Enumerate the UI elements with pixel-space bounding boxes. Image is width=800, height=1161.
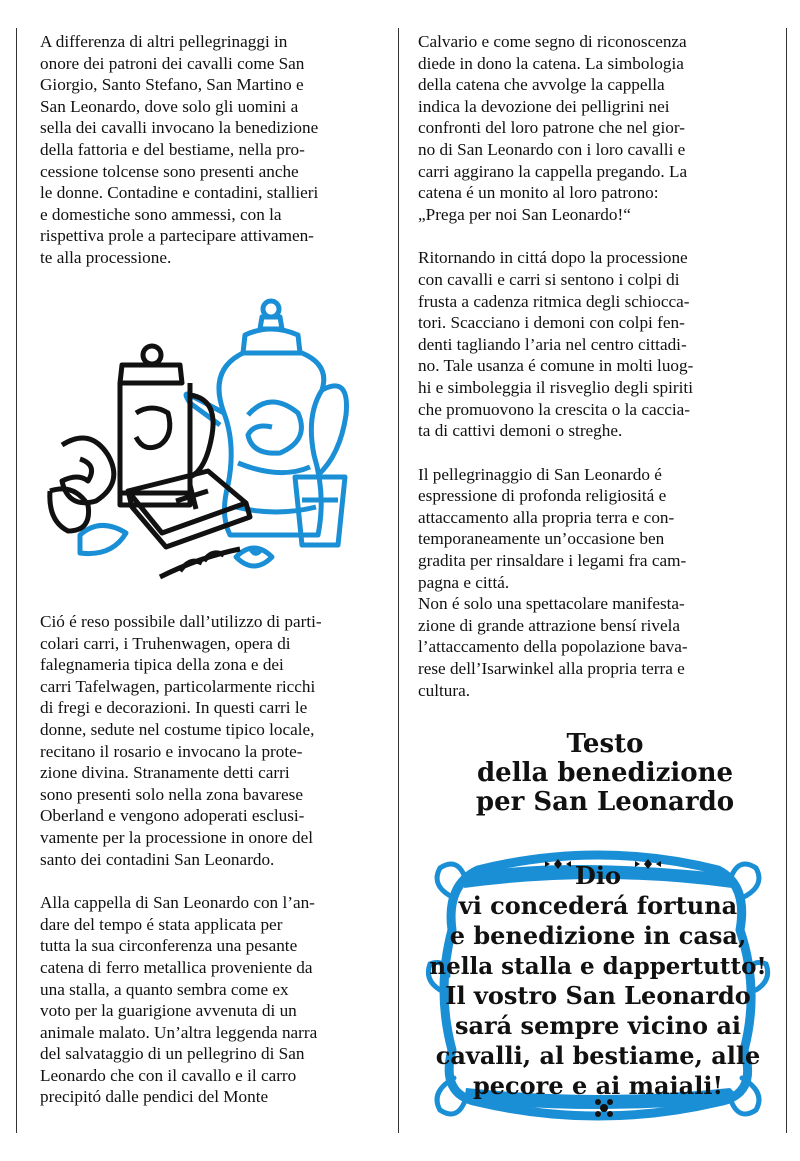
- prayer-line: Il vostro San Leonardo: [445, 981, 751, 1010]
- prayer-line: Dio: [575, 861, 621, 890]
- prayer-line: nella stalla e dappertutto!: [429, 953, 767, 980]
- paragraph: Calvario e come segno di riconoscenza diede in dono la catena. La simbologia della catena che avvolge la cappella indica la devozione dei pelligrini nei confronti del loro patrone che nel gior- no di San Leonardo con i loro cavalli e carri aggirano la cappella pregando. La catena é un monito al loro patrono: „Prega per noi San Leonardo!“: [418, 32, 688, 224]
- prayer-line: sará sempre vicino ai: [454, 1011, 742, 1040]
- blessing-banner-ornament: [418, 840, 778, 1130]
- paragraph: Ritornando in cittá dopo la processione con cavalli e carri si sentono i colpi di frusta a cadenza ritmica degli schiocca- tori. Scacciano i demoni con colpi fen- denti tagliando l’aria nel centro cittadi- no. Tale usanza é comune in molti luog- hi e simboleggia il risveglio degli spiriti che promuovono la crescita o la caccia- ta di cattivi demoni o streghe.: [418, 248, 694, 441]
- right-column: [418, 31, 763, 701]
- still-life-jugs-illustration: [40, 295, 360, 590]
- prayer-title-line: della benedizione: [476, 758, 734, 788]
- paragraph: Ció é reso possibile dall’utilizzo di parti- colari carri, i Truhenwagen, opera di falegnameria tipica della zona e dei carri Tafelwagen, particolarmente ricchi di fregi e decorazioni. In questi carri le donne, sedute nel costume tipico locale, recitano il rosario e invocano la prote- zione divina. Stranamente detti carri sono presenti solo nella zona bavarese Oberland e vengono adoperati esclusi- vamente per la processione in onore del santo dei contadini San Leonardo.: [40, 612, 322, 869]
- left-margin-rule: [16, 28, 17, 1133]
- left-column-bottom: [40, 611, 380, 1108]
- prayer-line: vi concederá fortuna: [458, 891, 738, 920]
- paragraph: A differenza di altri pellegrinaggi in onore dei patroni dei cavalli come San Giorgio, Santo Stefano, San Martino e San Leonardo, dove solo gli uomini a sella dei cavalli invocano la benedizione della fattoria e del bestiame, nella pro- cessione tolcense sono presenti anche le donne. Contadine e contadini, stallieri e domestiche sono ammessi, con la rispettiva prole a partecipare attivamen- te alla processione.: [40, 32, 319, 267]
- prayer-line: e benedizione in casa,: [449, 921, 747, 950]
- prayer-line: pecore e ai maiali!: [473, 1071, 723, 1100]
- paragraph: Il pellegrinaggio di San Leonardo é espressione di profonda religiositá e attaccamento alla propria terra e con- temporaneamente un’occasione ben gradita per rinsaldare i legami fra cam- pagna e cittá. Non é solo una spettacolare manifesta- zione di grande attrazione bensí rivela l’attaccamento della popolazione bava- rese dell’Isarwinkel alla propria terra e cultura.: [418, 464, 688, 700]
- paragraph: Alla cappella di San Leonardo con l’an- dare del tempo é stata applicata per tutta la sua circonferenza una pesante catena di ferro metallica proveniente da una stalla, a quanto sembra come ex voto per la guarigione avvenuta di un animale malato. Un’altra leggenda narra del salvataggio di un pellegrino di San Leonardo che con il cavallo e il carro precipitó dalle pendici del Monte: [40, 893, 318, 1107]
- prayer-line: cavalli, al bestiame, alle: [435, 1041, 761, 1070]
- prayer-title-line: per San Leonardo: [475, 787, 735, 817]
- center-divider-rule: [398, 28, 399, 1133]
- left-column-top: [40, 31, 370, 269]
- prayer-title-line: Testo: [566, 729, 644, 759]
- prayer-title: [430, 730, 780, 817]
- right-margin-rule: [786, 28, 787, 1133]
